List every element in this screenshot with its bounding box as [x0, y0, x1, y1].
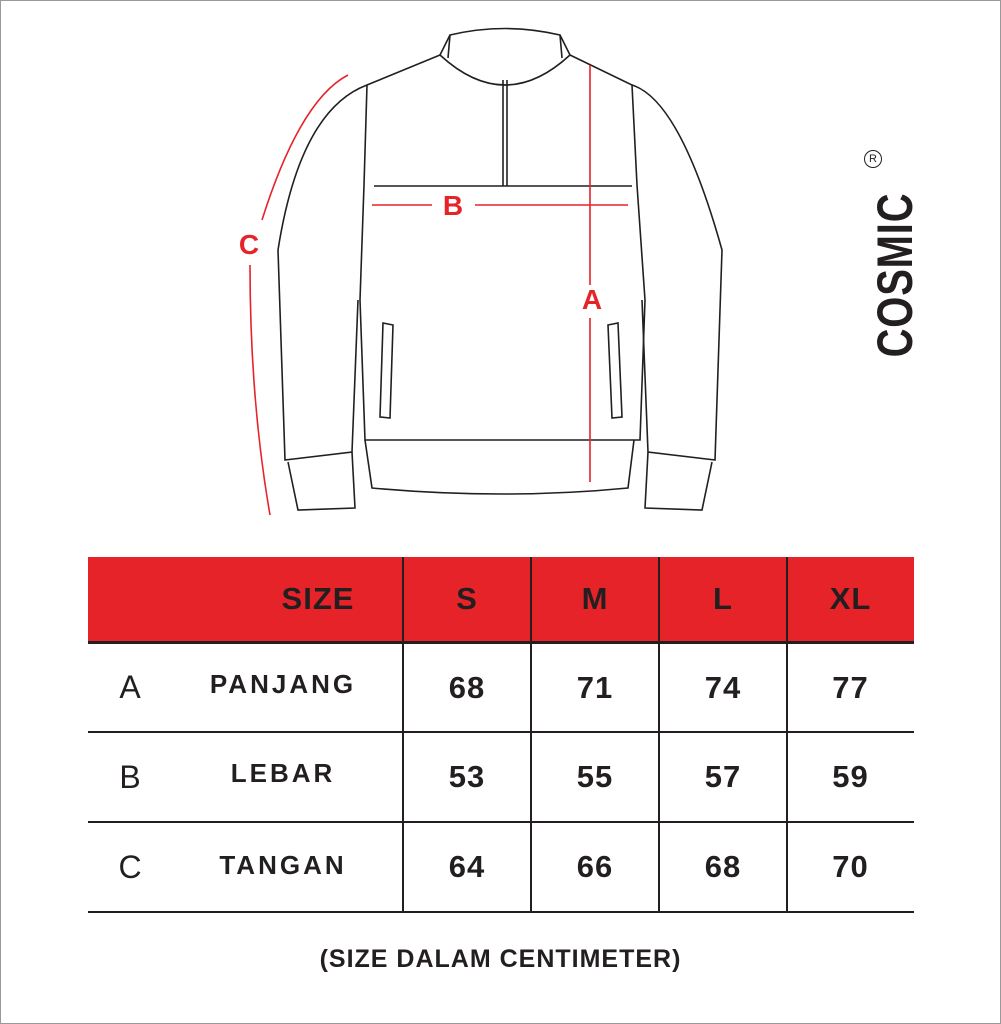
row-key-c: C [118, 848, 142, 885]
value-b-s: 53 [448, 759, 486, 794]
value-b-m: 55 [576, 759, 614, 794]
row-label-panjang: PANJANG [209, 668, 357, 699]
value-c-m: 66 [576, 849, 614, 884]
header-xl: XL [829, 581, 872, 616]
header-size: SIZE [281, 581, 355, 616]
value-a-s: 68 [448, 669, 486, 705]
row-key-a: A [119, 669, 141, 705]
row-label-lebar: LEBAR [230, 757, 336, 788]
header-s: S [456, 581, 478, 616]
measure-label-b: B [442, 190, 464, 221]
header-l: L [713, 581, 733, 616]
value-a-m: 71 [576, 669, 614, 705]
unit-note: (SIZE DALAM CENTIMETER) [319, 945, 682, 973]
measure-lines [250, 65, 628, 515]
row-key-b: B [119, 758, 141, 795]
registered-mark: R [864, 150, 882, 168]
value-b-l: 57 [704, 759, 742, 794]
value-b-xl: 59 [832, 759, 869, 794]
value-c-l: 68 [704, 849, 742, 884]
row-label-tangan: TANGAN [219, 849, 347, 880]
value-a-l: 74 [704, 669, 742, 705]
jacket-outline [278, 29, 722, 511]
header-m: M [581, 581, 609, 616]
measure-label-a: A [581, 284, 603, 315]
value-a-xl: 77 [832, 669, 869, 705]
brand-logo: COSMIC [867, 192, 923, 358]
measure-label-c: C [238, 229, 260, 260]
value-c-s: 64 [448, 849, 486, 884]
value-c-xl: 70 [832, 849, 869, 884]
row-divider [88, 911, 914, 913]
